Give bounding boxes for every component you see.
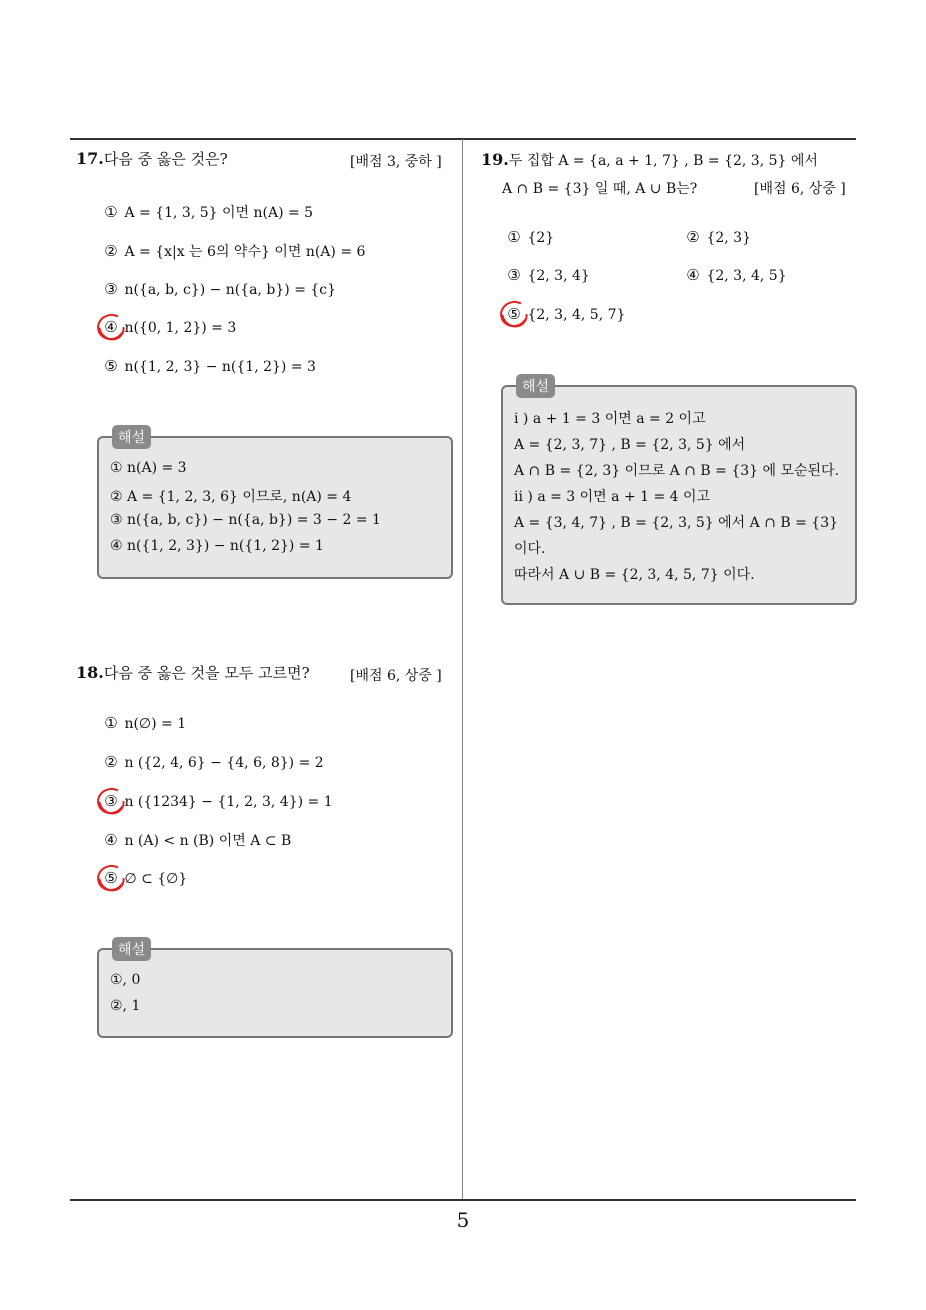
q17-solution-line-2: ② A = {1, 2, 3, 6} 이므로, n(A) = 4 [110,489,352,505]
question-19-title [481,150,818,170]
question-18-points: [배점 6, 상중 ] [350,668,442,684]
q19-choice-2-text: {2, 3} [706,230,751,246]
q19-solution-line-7: 따라서 A ∪ B = {2, 3, 4, 5, 7} 이다. [514,567,755,583]
q18-choice-3[interactable] [102,792,333,810]
q19-choice-5[interactable] [505,305,625,323]
q18-choice-4[interactable] [102,830,291,850]
q19-choice-4-mark: ④ [686,266,700,284]
top-rule [70,138,856,140]
q18-choice-1[interactable] [102,714,186,732]
question-18-number: 18. [76,663,104,682]
q18-choice-2-text: n ({2, 4, 6} − {4, 6, 8}) = 2 [124,755,324,771]
q17-choice-2-text: A = {x|x 는 6의 약수} 이면 n(A) = 6 [124,244,366,260]
q17-solution-box [97,436,453,579]
q18-choice-5-mark-circled-icon: ⑤ [102,869,120,887]
q19-choice-2[interactable] [684,228,751,246]
q17-choice-2[interactable] [102,241,365,261]
q19-choice-3-text: {2, 3, 4} [527,268,590,284]
question-17-points: [배점 3, 중하 ] [350,154,442,170]
q17-choice-3[interactable] [102,280,336,298]
q19-choice-5-text: {2, 3, 4, 5, 7} [527,307,626,323]
q18-solution-line-1: ①, 0 [110,972,141,988]
q18-choice-3-mark-circled-icon: ③ [102,792,120,810]
question-19-number: 19. [481,150,509,169]
q19-choice-3-mark: ③ [507,266,521,284]
q18-choice-3-text: n ({1234} − {1, 2, 3, 4}) = 1 [124,794,333,810]
q19-choice-2-mark: ② [686,228,700,246]
q18-solution-line-2: ②, 1 [110,998,141,1014]
q17-solution-line-1: ① n(A) = 3 [110,460,187,476]
q17-choice-4-mark-circled-icon: ④ [102,318,120,336]
q17-solution-line-3: ③ n({a, b, c}) − n({a, b}) = 3 − 2 = 1 [110,512,381,528]
q17-solution-label: 해설 [112,425,151,449]
q19-choice-1-mark: ① [507,228,521,246]
q18-choice-4-mark: ④ [104,831,118,849]
q18-solution-label: 해설 [112,937,151,961]
q18-choice-2[interactable] [102,753,324,771]
q19-choice-4[interactable] [684,266,787,284]
q17-solution-line-4: ④ n({1, 2, 3}) − n({1, 2}) = 1 [110,538,324,554]
question-17-title [76,148,228,169]
q19-choice-5-mark-circled-icon: ⑤ [505,305,523,323]
q18-choice-4-text: n (A) < n (B) 이면 A ⊂ B [124,833,292,849]
q17-choice-1-text: A = {1, 3, 5} 이면 n(A) = 5 [124,205,314,221]
q17-choice-1-mark: ① [104,203,118,221]
column-divider [462,139,463,1200]
q19-choice-4-text: {2, 3, 4, 5} [706,268,787,284]
question-18-title [76,662,310,683]
q17-choice-3-mark: ③ [104,280,118,298]
question-18-text: 다음 중 옳은 것을 모두 고르면? [103,664,310,682]
question-19-text-line-1: 두 집합 A = {a, a + 1, 7} , B = {2, 3, 5} 에서 [508,153,818,169]
question-17-number: 17. [76,149,104,168]
q19-solution-line-3: A ∩ B = {2, 3} 이므로 A ∩ B = {3} 에 모순된다. [514,463,840,479]
q18-choice-5[interactable] [102,869,187,887]
page-number: 5 [456,1208,470,1232]
q17-choice-1[interactable] [102,202,313,222]
q17-choice-3-text: n({a, b, c}) − n({a, b}) = {c} [124,282,337,298]
q19-solution-label: 해설 [516,374,555,398]
q18-choice-5-text: ∅ ⊂ {∅} [124,871,188,887]
q17-choice-4-text: n({0, 1, 2}) = 3 [124,320,237,336]
question-17-text: 다음 중 옳은 것은? [103,150,228,168]
q19-solution-line-6: 이다. [514,541,546,557]
q17-choice-4[interactable] [102,318,236,336]
question-19-text-line-2: A ∩ B = {3} 일 때, A ∪ B는? [502,181,698,197]
q17-choice-2-mark: ② [104,242,118,260]
q18-choice-2-mark: ② [104,753,118,771]
bottom-rule [70,1199,856,1201]
q18-choice-1-mark: ① [104,714,118,732]
q18-choice-1-text: n(∅) = 1 [124,716,187,732]
q18-solution-box [97,948,453,1038]
q19-choice-1-text: {2} [527,230,555,246]
q19-choice-3[interactable] [505,266,590,284]
q19-solution-line-5: A = {3, 4, 7} , B = {2, 3, 5} 에서 A ∩ B = {3} [514,515,839,531]
q19-solution-line-4: ii ) a = 3 이면 a + 1 = 4 이고 [514,489,711,505]
q17-choice-5-mark: ⑤ [104,357,118,375]
q17-choice-5[interactable] [102,357,316,375]
q19-solution-line-1: i ) a + 1 = 3 이면 a = 2 이고 [514,411,706,427]
q19-choice-1[interactable] [505,228,554,246]
q17-choice-5-text: n({1, 2, 3} − n({1, 2}) = 3 [124,359,316,375]
q19-solution-line-2: A = {2, 3, 7} , B = {2, 3, 5} 에서 [514,437,746,453]
question-19-points: [배점 6, 상중 ] [754,181,846,197]
